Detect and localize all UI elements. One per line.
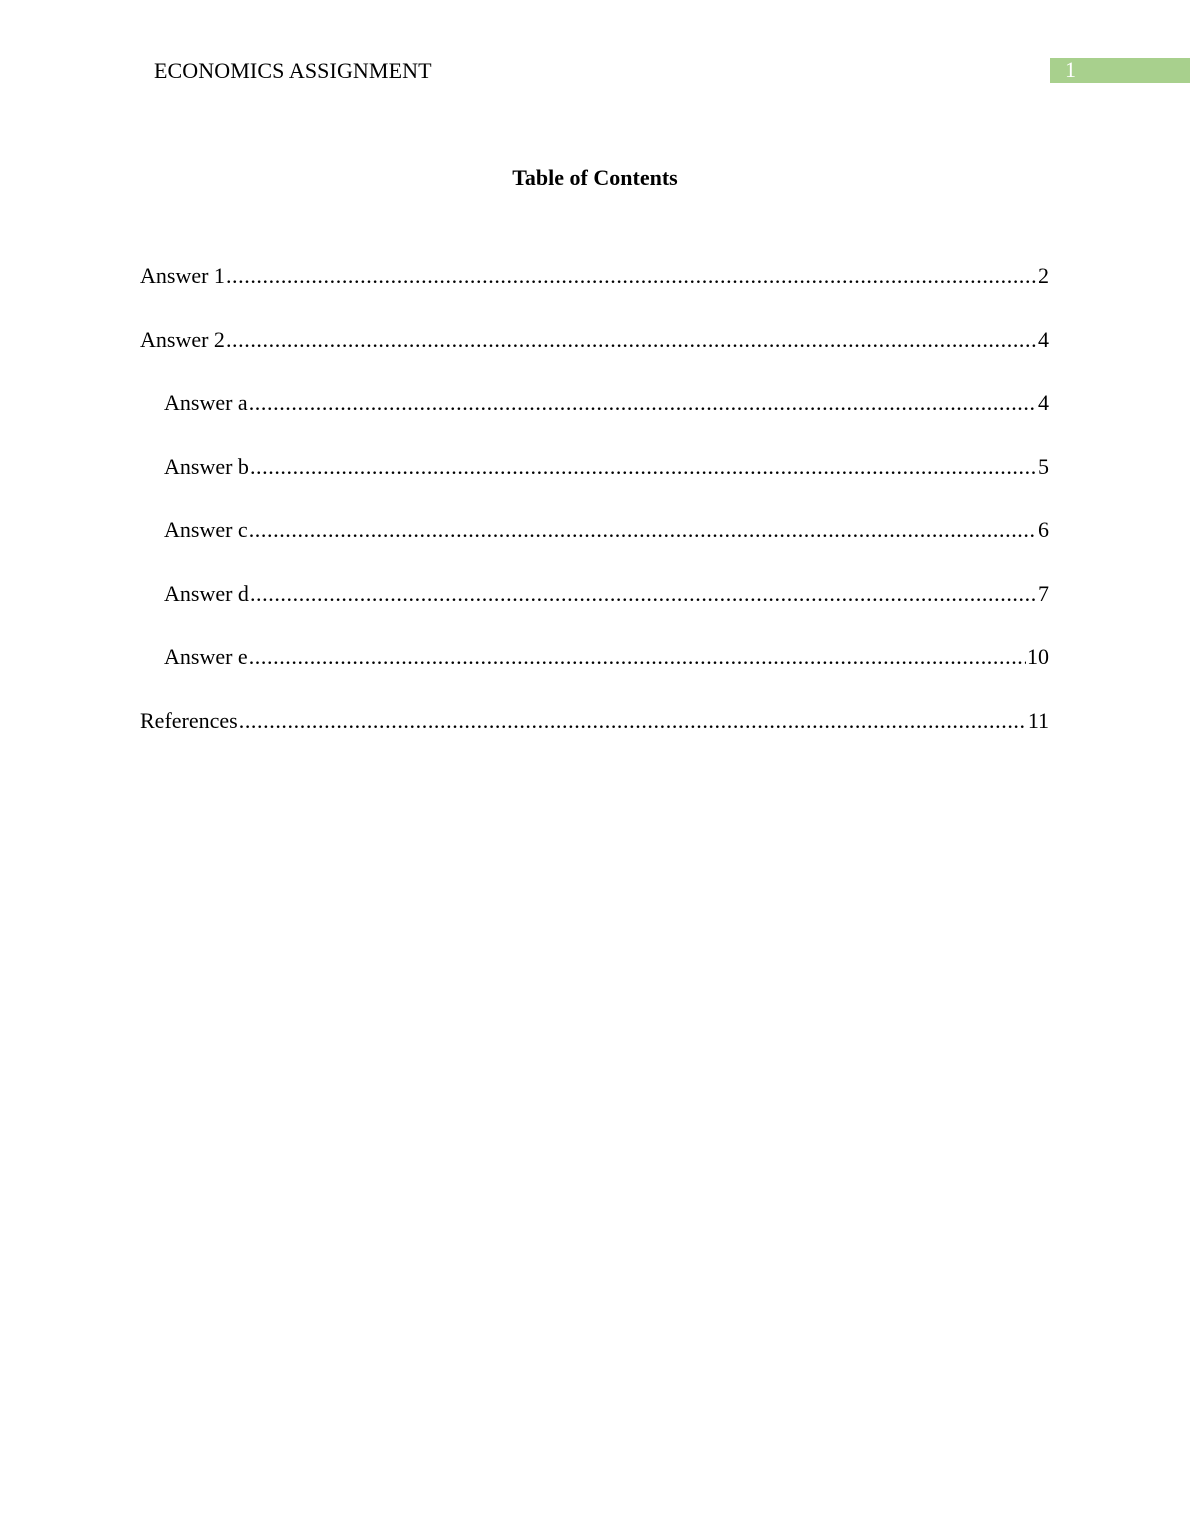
toc-entry-answer-b[interactable]	[140, 453, 1049, 517]
toc-entry-references[interactable]	[140, 707, 1049, 771]
toc-dot-leader	[249, 389, 1037, 417]
toc-entry-label: Answer 2	[140, 326, 225, 352]
toc-dot-leader	[239, 707, 1027, 735]
toc-dot-leader	[249, 516, 1037, 544]
toc-entry-answer-1[interactable]	[140, 262, 1049, 326]
toc-entry-label: Answer c	[164, 517, 248, 542]
toc-heading: Table of Contents	[512, 165, 678, 190]
toc-dot-leader	[249, 643, 1026, 671]
page-number: 1	[1065, 57, 1076, 82]
toc-entry-label: References	[140, 707, 238, 733]
toc-entry-page: 7	[1038, 580, 1049, 606]
running-header-title: ECONOMICS ASSIGNMENT	[154, 58, 432, 83]
toc-dot-leader	[250, 453, 1037, 481]
toc-dot-leader	[226, 326, 1037, 354]
toc-entry-page: 4	[1038, 390, 1049, 415]
toc-entry-answer-d[interactable]	[140, 580, 1049, 644]
toc-entry-page: 5	[1038, 453, 1049, 479]
toc-dot-leader	[226, 262, 1037, 290]
toc-entry-answer-e[interactable]	[140, 643, 1049, 707]
toc-entry-label: Answer 1	[140, 263, 225, 288]
toc-entry-label: Answer e	[164, 644, 248, 669]
toc-entry-label: Answer a	[164, 390, 248, 415]
toc-dot-leader	[250, 580, 1037, 608]
page-number-badge	[1050, 58, 1190, 83]
toc-entry-page: 4	[1038, 326, 1049, 352]
toc-entry-label: Answer b	[164, 453, 249, 479]
toc-entry-answer-c[interactable]	[140, 516, 1049, 580]
toc-entry-page: 10	[1027, 644, 1049, 669]
toc-entry-answer-2[interactable]	[140, 326, 1049, 390]
toc-list	[140, 262, 1049, 770]
toc-entry-answer-a[interactable]	[140, 389, 1049, 453]
toc-entry-page: 6	[1038, 517, 1049, 542]
toc-entry-label: Answer d	[164, 580, 249, 606]
toc-entry-page: 11	[1027, 707, 1049, 733]
toc-entry-page: 2	[1038, 263, 1049, 288]
